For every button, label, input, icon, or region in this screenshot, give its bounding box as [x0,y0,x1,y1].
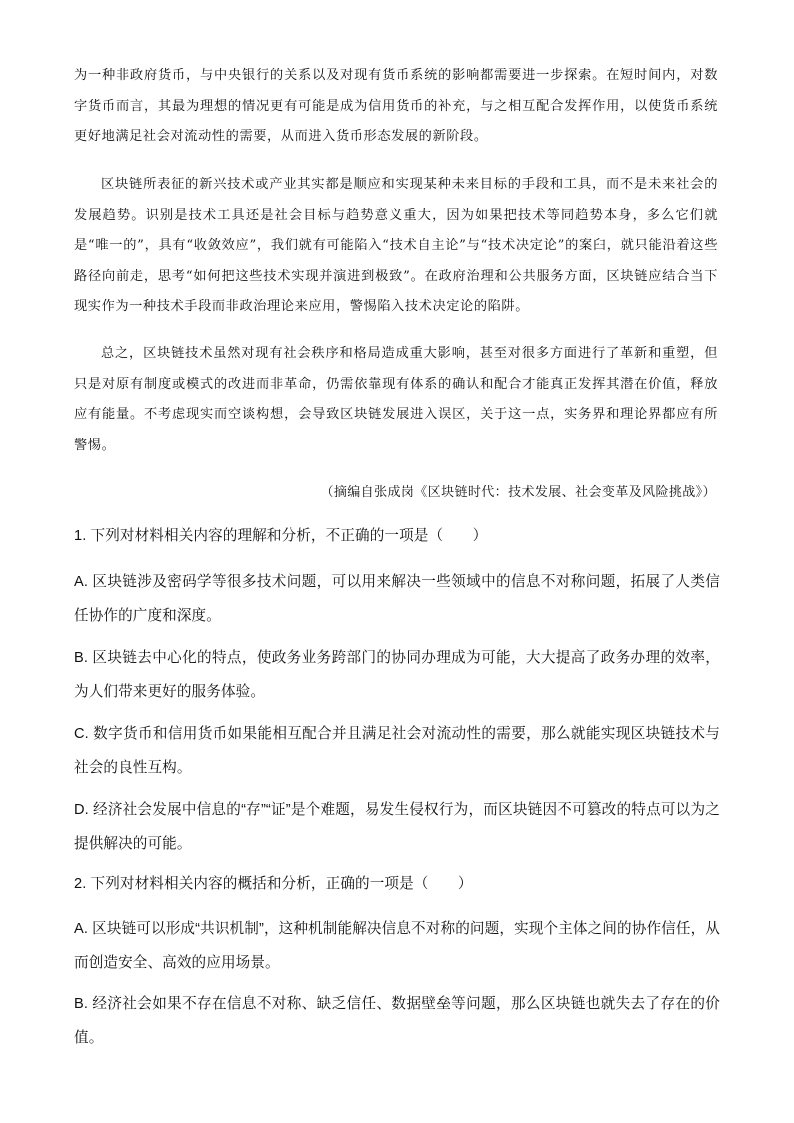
passage-paragraph-1: 为一种非政府货币，与中央银行的关系以及对现有货币系统的影响都需要进一步探索。在短时间内，对数字货币而言，其最为理想的情况更有可能是成为信用货币的补充，与之相互配合发挥作用，以使货币系统更好地满足社会对流动性的需要，从而进入货币形态发展的新阶段。 [74,68,718,144]
question-1-option-c: C. 数字货币和信用货币如果能相互配合并且满足社会对流动性的需要，那么就能实现区块链技术与社会的良性互构。 [74,726,720,776]
passage-source-citation: （摘编自张成岗《区块链时代：技术发展、社会变革及风险挑战》） [320,485,716,500]
question-2-option-b: B. 经济社会如果不存在信息不对称、缺乏信任、数据壁垒等问题，那么区块链也就失去了存在的价值。 [74,996,720,1046]
passage-paragraph-2: 区块链所表征的新兴技术或产业其实都是顺应和实现某种未来目标的手段和工具，而不是未来社会的发展趋势。识别是技术工具还是社会目标与趋势意义重大，因为如果把技术等同趋势本身，多么它们就是“唯一的”，具有“收敛效应”，我们就有可能陷入“技术自主论”与“技术决定论”的案臼，就只能沿着这些路径向前走，思考“如何把这些技术实现并演进到极致”。在政府治理和公共服务方面，区块链应结合当下现实作为一种技术手段而非政治理论来应用，警惕陷入技术决定论的陷阱。 [74,177,718,314]
question-1-option-a: A. 区块链涉及密码学等很多技术问题，可以用来解决一些领域中的信息不对称问题，拓展了人类信任协作的广度和深度。 [74,574,720,624]
question-1-option-b: B. 区块链去中心化的特点，使政务业务跨部门的协同办理成为可能，大大提高了政务办理的效率，为人们带来更好的服务体验。 [74,650,720,700]
question-2-stem: 2. 下列对材料相关内容的概括和分析，正确的一项是（ ） [74,876,473,892]
question-1-option-d: D. 经济社会发展中信息的“存”“证”是个难题，易发生侵权行为，而区块链因不可篡改的特点可以为之提供解决的可能。 [74,802,720,852]
question-2-option-a: A. 区块链可以形成“共识机制”，这种机制能解决信息不对称的问题，实现个主体之间的协作信任，从而创造安全、高效的应用场景。 [74,921,720,971]
question-1-stem: 1. 下列对材料相关内容的理解和分析，不正确的一项是（ ） [74,528,488,544]
passage-paragraph-3: 总之，区块链技术虽然对现有社会秩序和格局造成重大影响，甚至对很多方面进行了革新和重塑，但只是对原有制度或模式的改进而非革命，仍需依靠现有体系的确认和配合才能真正发挥其潜在价值，释放应有能量。不考虑现实而空谈构想，会导致区块链发展进入误区，关于这一点，实务界和理论界都应有所警惕。 [74,346,718,453]
